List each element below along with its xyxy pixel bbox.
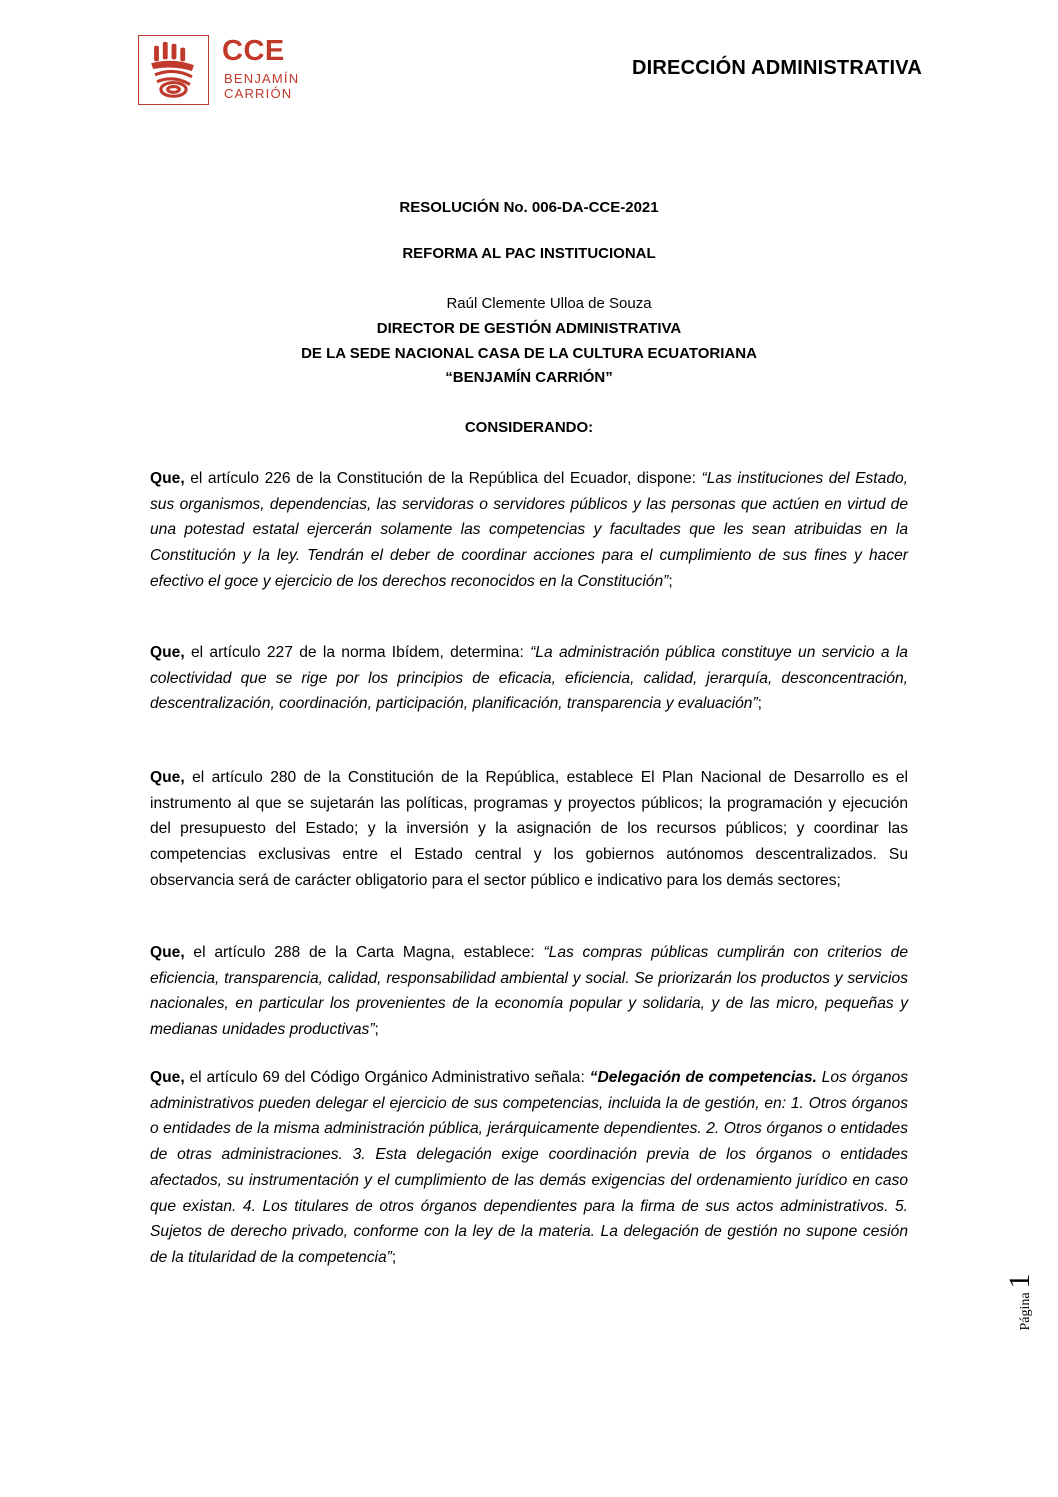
signatory-role-1: DIRECTOR DE GESTIÓN ADMINISTRATIVA [376,320,682,337]
paragraph-tail: ; [757,695,762,713]
paragraph-lead: Que, [150,1069,185,1086]
paragraph [150,1065,908,1271]
paragraph-quote-heading: “Delegación de competencias. [589,1069,817,1086]
signatory-role-3: “BENJAMÍN CARRIÓN” [445,369,613,386]
logo-subtitle-1: BENJAMÍN [224,71,300,86]
paragraph-quote: “Las compras públicas cumplirán con criterios de eficiencia, transparencia, calidad, responsabilidad ambiental y social. Se priorizarán los productos y servicios nacionales, en particular los provenientes de la economía popular y solidaria, y de las micro, pequeñas y medianas unidades productivas” [150,944,909,1039]
paragraph-text: el artículo 69 del Código Orgánico Administrativo señala: [184,1069,590,1086]
paragraph-tail: ; [668,572,673,590]
paragraph-lead: Que, [150,944,185,961]
paragraph-text: el artículo 280 de la Constitución de la República, establece El Plan Nacional de Desarrollo es el instrumento al que se sujetarán las políticas, programas y proyectos públicos; la programación y ejecución del presupuesto del Estado; y la inversión y la asignación de los recursos públicos; y coordinar las competencias exclusivas entre el Estado central y los gobiernos autónomos descentralizados. Su observancia será de carácter obligatorio para el sector público e indicativo para los demás sectores; [150,769,908,889]
paragraph-lead: Que, [150,470,185,487]
paragraph-tail: ; [374,1021,379,1039]
resolution-number: RESOLUCIÓN No. 006-DA-CCE-2021 [399,199,659,216]
page-digit: 1 [1003,1273,1036,1289]
paragraph [150,765,908,894]
cce-hands-logo-icon [138,35,209,105]
signatory-name: Raúl Clemente Ulloa de Souza [446,295,652,312]
header-title: DIRECCIÓN ADMINISTRATIVA [632,57,922,79]
paragraph-tail: ; [391,1248,397,1266]
paragraph [150,466,908,595]
cce-logo [138,35,298,107]
resolution-subject: REFORMA AL PAC INSTITUCIONAL [402,245,656,262]
paragraph-quote: Los órganos administrativos pueden delegar el ejercicio de sus competencias, incluida la de gestión, en: 1. Otros órganos o entidades de la misma administración pública, jerárquicamente dependientes. 2. Otros órganos o entidades de otras administraciones. 3. Esta delegación exige coordinación previa de los órganos o entidades afectados, su instrumentación y el cumplimiento de las demás exigencias del ordenamiento jurídico en caso que existan. 4. Los titulares de otros órganos dependientes para la firma de sus actos administrativos. 5. Sujetos de derecho privado, conforme con la ley de la materia. La delegación de gestión no supone cesión de la titularidad de la competencia” [150,1069,908,1266]
paragraph-text: el artículo 227 de la norma Ibídem, determina: [184,644,531,661]
paragraph-lead: Que, [150,644,185,661]
paragraph-quote: “Las instituciones del Estado, sus organismos, dependencias, las servidoras o servidores públicos y las personas que actúen en virtud de una potestad estatal ejercerán solamente las competencias y facultades que les sean atribuidas en la Constitución y la ley. Tendrán el deber de coordinar acciones para el cumplimiento de sus fines y hacer efectivo el goce y ejercicio de los derechos reconocidos en la Constitución” [150,470,908,590]
paragraph-quote: “La administración pública constituye un servicio a la colectividad que se rige por los principios de eficacia, eficiencia, calidad, jerarquía, desconcentración, descentralización, coordinación, participación, planificación, transparencia y evaluación” [150,644,908,713]
logo-subtitle-2: CARRIÓN [224,86,293,101]
paragraph [150,940,908,1043]
paragraph-text: el artículo 288 de la Carta Magna, establece: [184,944,544,961]
paragraph [150,640,908,717]
page-number [1000,1262,1040,1342]
considering-heading: CONSIDERANDO: [464,419,594,436]
paragraph-lead: Que, [150,769,185,786]
signatory-role-2: DE LA SEDE NACIONAL CASA DE LA CULTURA ECUATORIANA [301,345,757,362]
page-label: Página [1018,1292,1033,1331]
paragraph-text: el artículo 226 de la Constitución de la República del Ecuador, dispone: [184,470,702,487]
logo-title: CCE [222,35,285,67]
